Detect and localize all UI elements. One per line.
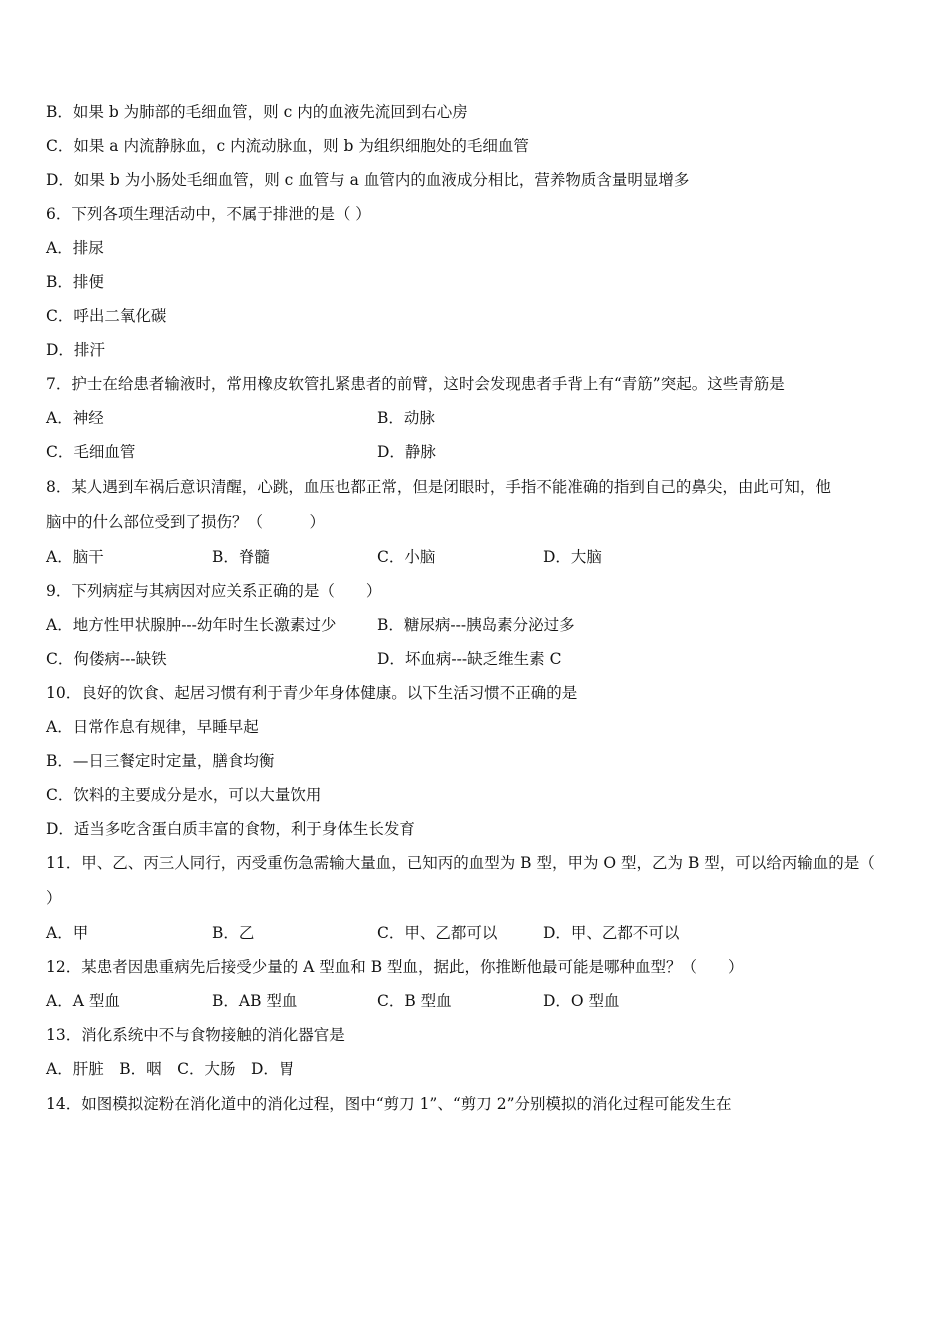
option-6b: B．排便	[46, 273, 104, 291]
option-5d: D．如果 b 为小肠处毛细血管，则 c 血管与 a 血管内的血液成分相比，营养物质含量明显增多	[46, 171, 690, 189]
option-5c: C．如果 a 内流静脉血，c 内流动脉血，则 b 为组织细胞处的毛细血管	[46, 137, 529, 155]
question-8-line-2: 脑中的什么部位受到了损伤？（ ）	[46, 513, 326, 531]
option-12b: B．AB 型血	[212, 992, 298, 1010]
question-13: 13．消化系统中不与食物接触的消化器官是	[46, 1026, 345, 1044]
option-8d: D．大脑	[543, 548, 602, 566]
option-7b: B．动脉	[377, 409, 435, 427]
option-6c: C．呼出二氧化碳	[46, 307, 167, 325]
question-7: 7．护士在给患者输液时，常用橡皮软管扎紧患者的前臂，这时会发现患者手背上有“青筋”突起。这些青筋是	[46, 375, 785, 393]
option-8a: A．脑干	[46, 548, 104, 566]
option-10c: C．饮料的主要成分是水，可以大量饮用	[46, 786, 322, 804]
option-9b: B．糖尿病---胰岛素分泌过多	[377, 616, 575, 634]
question-10: 10．良好的饮食、起居习惯有利于青少年身体健康。以下生活习惯不正确的是	[46, 684, 578, 702]
option-11c: C．甲、乙都可以	[377, 924, 498, 942]
question-11-line-1: 11．甲、乙、丙三人同行，丙受重伤急需输大量血，已知丙的血型为 B 型，甲为 O 型，乙为 B 型，可以给丙输血的是（	[46, 854, 875, 872]
option-11d: D．甲、乙都不可以	[543, 924, 680, 942]
option-6d: D．排汗	[46, 341, 105, 359]
option-12a: A．A 型血	[46, 992, 120, 1010]
option-9d: D．坏血病---缺乏维生素 C	[377, 650, 562, 668]
option-10d: D．适当多吃含蛋白质丰富的食物，利于身体生长发育	[46, 820, 415, 838]
option-8c: C．小脑	[377, 548, 436, 566]
option-9a: A．地方性甲状腺肿---幼年时生长激素过少	[46, 616, 337, 634]
option-10b: B．—日三餐定时定量，膳食均衡	[46, 752, 275, 770]
question-14: 14．如图模拟淀粉在消化道中的消化过程，图中“剪刀 1”、“剪刀 2”分别模拟的消化过程可能发生在	[46, 1095, 732, 1113]
question-8-line-1: 8．某人遇到车祸后意识清醒，心跳，血压也都正常，但是闭眼时，手指不能准确的指到自己的鼻尖，由此可知，他	[46, 478, 831, 496]
question-11-line-2: ）	[46, 889, 62, 907]
question-12: 12．某患者因患重病先后接受少量的 A 型血和 B 型血，据此，你推断他最可能是哪种血型？（ ）	[46, 958, 744, 976]
option-5b: B．如果 b 为肺部的毛细血管，则 c 内的血液先流回到右心房	[46, 103, 468, 121]
option-11a: A．甲	[46, 924, 89, 942]
option-12c: C．B 型血	[377, 992, 452, 1010]
option-7a: A．神经	[46, 409, 104, 427]
option-12d: D．O 型血	[543, 992, 620, 1010]
option-11b: B．乙	[212, 924, 255, 942]
option-9c: C．佝偻病---缺铁	[46, 650, 167, 668]
options-13: A．肝脏 B．咽 C．大肠 D．胃	[46, 1060, 295, 1078]
option-10a: A．日常作息有规律，早睡早起	[46, 718, 259, 736]
question-9: 9．下列病症与其病因对应关系正确的是（ ）	[46, 582, 382, 600]
option-7d: D．静脉	[377, 443, 436, 461]
question-6: 6．下列各项生理活动中，不属于排泄的是（ ）	[46, 205, 371, 223]
option-7c: C．毛细血管	[46, 443, 136, 461]
option-6a: A．排尿	[46, 239, 104, 257]
option-8b: B．脊髓	[212, 548, 270, 566]
